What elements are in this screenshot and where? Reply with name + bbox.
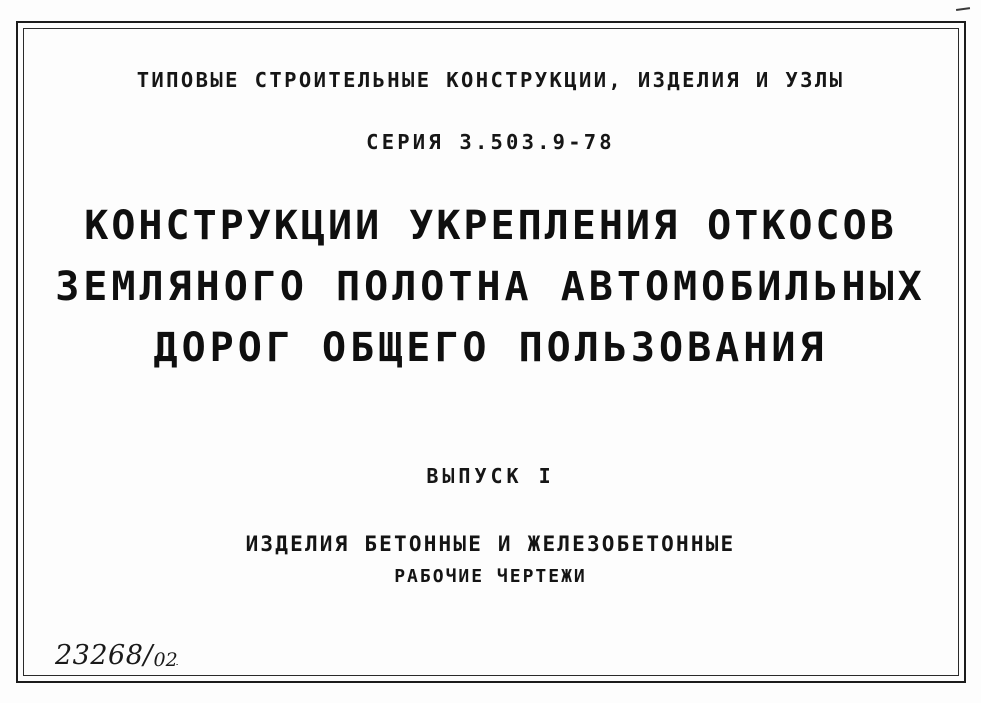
main-title-line-2: ЗЕМЛЯНОГО ПОЛОТНА АВТОМОБИЛЬНЫХ <box>55 263 926 310</box>
archive-number-separator: / <box>143 640 153 671</box>
issue-label: ВЫПУСК I <box>426 464 555 489</box>
archive-number <box>55 640 178 671</box>
archive-number-sub: 02 <box>153 649 178 671</box>
main-title-line-3: ДОРОГ ОБЩЕГО ПОЛЬЗОВАНИЯ <box>153 324 828 371</box>
title-block <box>40 40 941 673</box>
series-code: СЕРИЯ 3.503.9-78 <box>366 130 615 154</box>
subtitle-primary: ИЗДЕЛИЯ БЕТОННЫЕ И ЖЕЛЕЗОБЕТОННЫЕ <box>245 532 736 557</box>
series-heading: ТИПОВЫЕ СТРОИТЕЛЬНЫЕ КОНСТРУКЦИИ, ИЗДЕЛИЯ И УЗЛЫ <box>136 68 845 92</box>
archive-number-main: 23268 <box>55 640 144 671</box>
main-title-line-1: КОНСТРУКЦИИ УКРЕПЛЕНИЯ ОТКОСОВ <box>84 203 897 249</box>
main-title <box>40 196 941 378</box>
subtitle-secondary: РАБОЧИЕ ЧЕРТЕЖИ <box>394 566 587 588</box>
scan-corner-artifact <box>956 7 972 25</box>
